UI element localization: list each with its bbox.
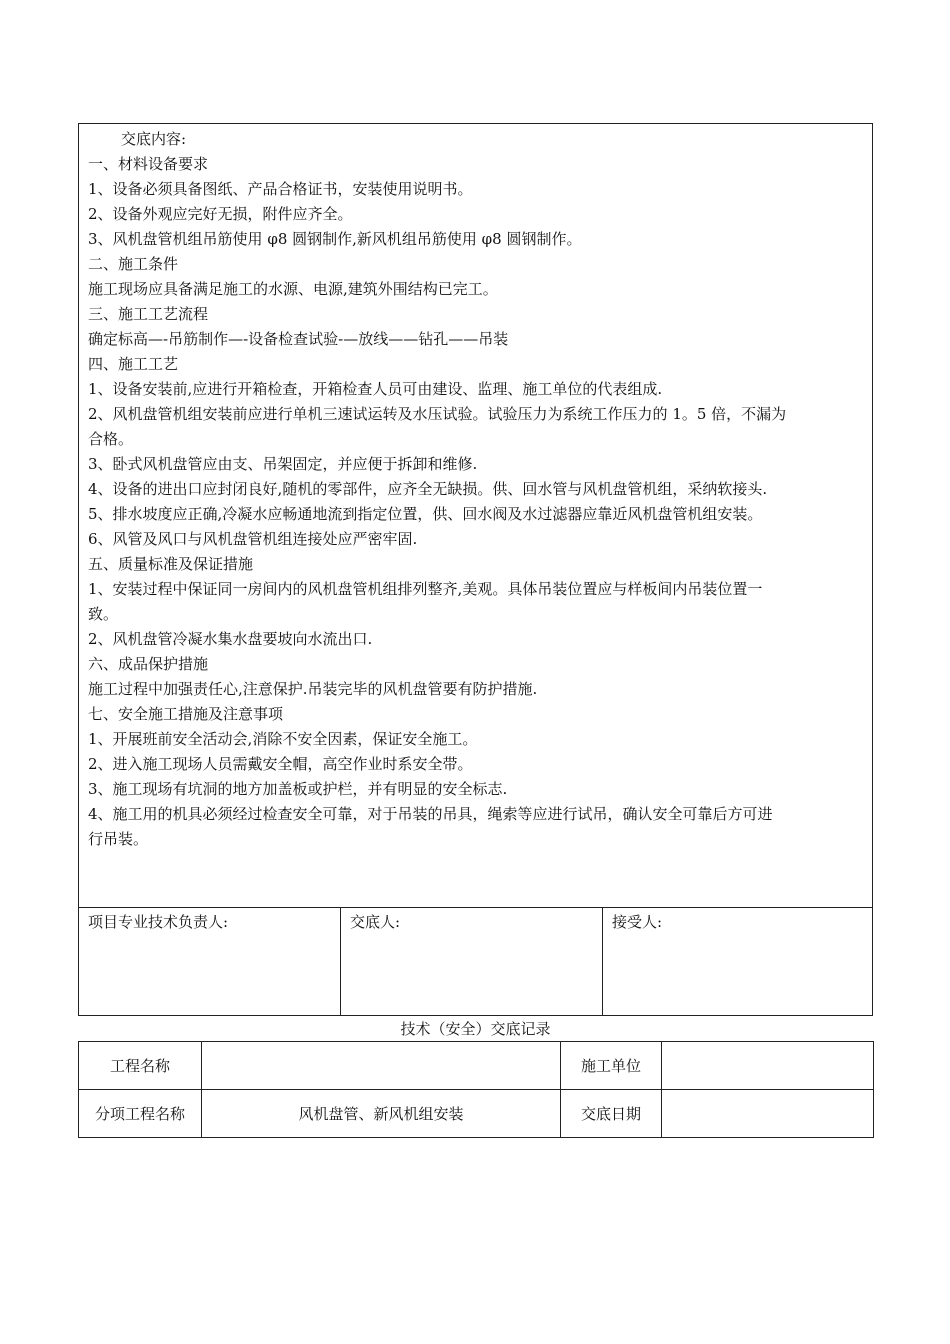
content-line: 施工过程中加强责任心,注意保护.吊装完毕的风机盘管要有防护措施. — [88, 680, 538, 698]
content-line: 五、质量标准及保证措施 — [88, 555, 254, 573]
content-line: 四、施工工艺 — [88, 355, 179, 373]
content-line: 1、设备安装前,应进行开箱检查，开箱检查人员可由建设、监理、施工单位的代表组成. — [88, 380, 663, 398]
content-line: 3、风机盘管机组吊筋使用 φ8 圆钢制作,新风机组吊筋使用 φ8 圆钢制作。 — [88, 230, 582, 248]
tech-lead-signature-field[interactable] — [79, 908, 341, 1015]
content-line: 1、开展班前安全活动会,消除不安全因素，保证安全施工。 — [88, 730, 478, 748]
disclosure-box — [78, 123, 873, 1016]
content-line: 6、风管及风口与风机盘管机组连接处应严密牢固. — [88, 530, 418, 548]
content-line: 七、安全施工措施及注意事项 — [88, 705, 284, 723]
sub-project-field[interactable]: 风机盘管、新风机组安装 — [202, 1090, 561, 1138]
record-title: 技术（安全）交底记录 — [400, 1020, 551, 1038]
construction-unit-label: 施工单位 — [561, 1042, 662, 1090]
content-line: 确定标高—-吊筋制作—-设备检查试验-—放线——钻孔——吊装 — [88, 330, 509, 348]
content-line: 行吊装。 — [88, 830, 149, 848]
content-line: 3、卧式风机盘管应由支、吊架固定，并应便于拆卸和维修. — [88, 455, 478, 473]
content-line: 1、安装过程中保证同一房间内的风机盘管机组排列整齐,美观。具体吊装位置应与样板间内吊装位置一 — [88, 580, 763, 598]
content-line: 2、进入施工现场人员需戴安全帽，高空作业时系安全带。 — [88, 755, 473, 773]
receiver-label: 接受人: — [612, 913, 663, 931]
content-line: 3、施工现场有坑洞的地方加盖板或护栏，并有明显的安全标志. — [88, 780, 508, 798]
disclosure-date-field[interactable] — [662, 1090, 874, 1138]
receiver-signature-field[interactable] — [603, 908, 872, 1015]
project-name-field[interactable] — [202, 1042, 561, 1090]
disclosure-content — [88, 127, 864, 852]
content-line: 2、设备外观应完好无损，附件应齐全。 — [88, 205, 353, 223]
content-line: 1、设备必须具备图纸、产品合格证书，安装使用说明书。 — [88, 180, 473, 198]
sub-project-label: 分项工程名称 — [79, 1090, 202, 1138]
construction-unit-field[interactable] — [662, 1042, 874, 1090]
disclosure-heading: 交底内容: — [121, 130, 187, 148]
tech-lead-label: 项目专业技术负责人: — [88, 913, 229, 931]
content-line: 4、设备的进出口应封闭良好,随机的零部件，应齐全无缺损。供、回水管与风机盘管机组，采纳软接头. — [88, 480, 768, 498]
content-line: 一、材料设备要求 — [88, 155, 209, 173]
content-line: 合格。 — [88, 430, 134, 448]
content-line: 二、施工条件 — [88, 255, 179, 273]
disclosure-date-label: 交底日期 — [561, 1090, 662, 1138]
content-line: 4、施工用的机具必须经过检查安全可靠，对于吊装的吊具，绳索等应进行试吊，确认安全可靠后方可进 — [88, 805, 773, 823]
content-line: 六、成品保护措施 — [88, 655, 209, 673]
content-line: 三、施工工艺流程 — [88, 305, 209, 323]
content-line: 2、风机盘管冷凝水集水盘要坡向水流出口. — [88, 630, 373, 648]
record-info-table — [78, 1041, 874, 1138]
table-row — [79, 1090, 874, 1138]
discloser-signature-field[interactable] — [341, 908, 603, 1015]
project-name-label: 工程名称 — [79, 1042, 202, 1090]
content-line: 5、排水坡度应正确,冷凝水应畅通地流到指定位置，供、回水阀及水过滤器应靠近风机盘管机组安装。 — [88, 505, 763, 523]
content-line: 2、风机盘管机组安装前应进行单机三速试运转及水压试验。试验压力为系统工作压力的 1。5 倍，不漏为 — [88, 405, 787, 423]
signature-row — [79, 907, 872, 1015]
discloser-label: 交底人: — [350, 913, 401, 931]
table-row — [79, 1042, 874, 1090]
content-line: 施工现场应具备满足施工的水源、电源,建筑外围结构已完工。 — [88, 280, 498, 298]
content-line: 致。 — [88, 605, 119, 623]
